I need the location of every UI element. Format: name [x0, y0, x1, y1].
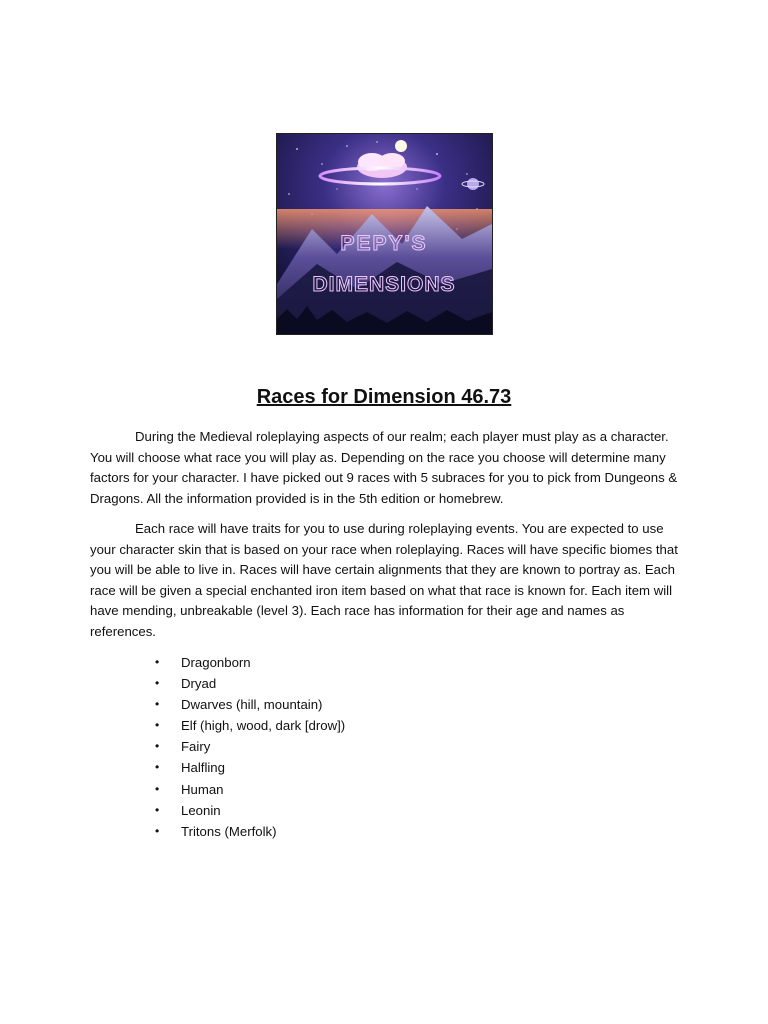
- race-name: Fairy: [181, 739, 211, 755]
- race-name: Dwarves (hill, mountain): [181, 697, 323, 713]
- race-name: Halfling: [181, 760, 225, 776]
- bullet-icon: •: [155, 781, 160, 796]
- list-item: [155, 736, 345, 757]
- traits-paragraph: Each race will have traits for you to use during roleplaying events. You are expected to use your character skin that is based on your race when roleplaying. Races will have specific biomes that you will be able to live in. Races will have certain alignments that they are known to portray as. Each race will be given a special enchanted iron item based on what that race is known for. Each item will have mending, unbreakable (level 3). Each race has information for their age and names as references.: [90, 521, 678, 639]
- intro-paragraph: During the Medieval roleplaying aspects of our realm; each player must play as a character. You will choose what race you will play as. Depending on the race you choose will determine many factors for your character. I have picked out 9 races with 5 subraces for you to pick from Dungeons & Dragons. All the information provided is in the 5th edition or homebrew.: [90, 429, 678, 506]
- cover-logo-line-1: PEPY'S: [340, 232, 428, 255]
- race-name: Dragonborn: [181, 655, 251, 670]
- bullet-icon: •: [155, 718, 160, 733]
- list-item: [155, 757, 345, 778]
- bullet-icon: •: [155, 823, 160, 838]
- list-item: [155, 821, 345, 842]
- cover-logo-line-2: DIMENSIONS: [312, 273, 456, 296]
- cover-artwork: [277, 134, 492, 334]
- bullet-icon: •: [155, 676, 160, 691]
- list-item: [155, 779, 345, 800]
- list-item: [155, 673, 345, 694]
- race-name: Dryad: [181, 676, 217, 692]
- bullet-icon: •: [155, 697, 160, 712]
- race-name: Human: [181, 781, 224, 797]
- race-name: Elf (high, wood, dark [drow]): [181, 718, 346, 734]
- bullet-icon: •: [155, 760, 160, 775]
- race-name: Tritons (Merfolk): [181, 823, 277, 839]
- page-title: Races for Dimension 46.73: [256, 386, 512, 408]
- list-item: [155, 800, 345, 821]
- list-item: [155, 652, 345, 673]
- list-item: [155, 715, 345, 736]
- bullet-icon: •: [155, 739, 160, 754]
- bullet-icon: •: [155, 655, 160, 669]
- list-item: [155, 694, 345, 715]
- bullet-icon: •: [155, 802, 160, 817]
- cover-image: [276, 133, 493, 335]
- race-list: [155, 652, 345, 842]
- race-name: Leonin: [181, 802, 221, 818]
